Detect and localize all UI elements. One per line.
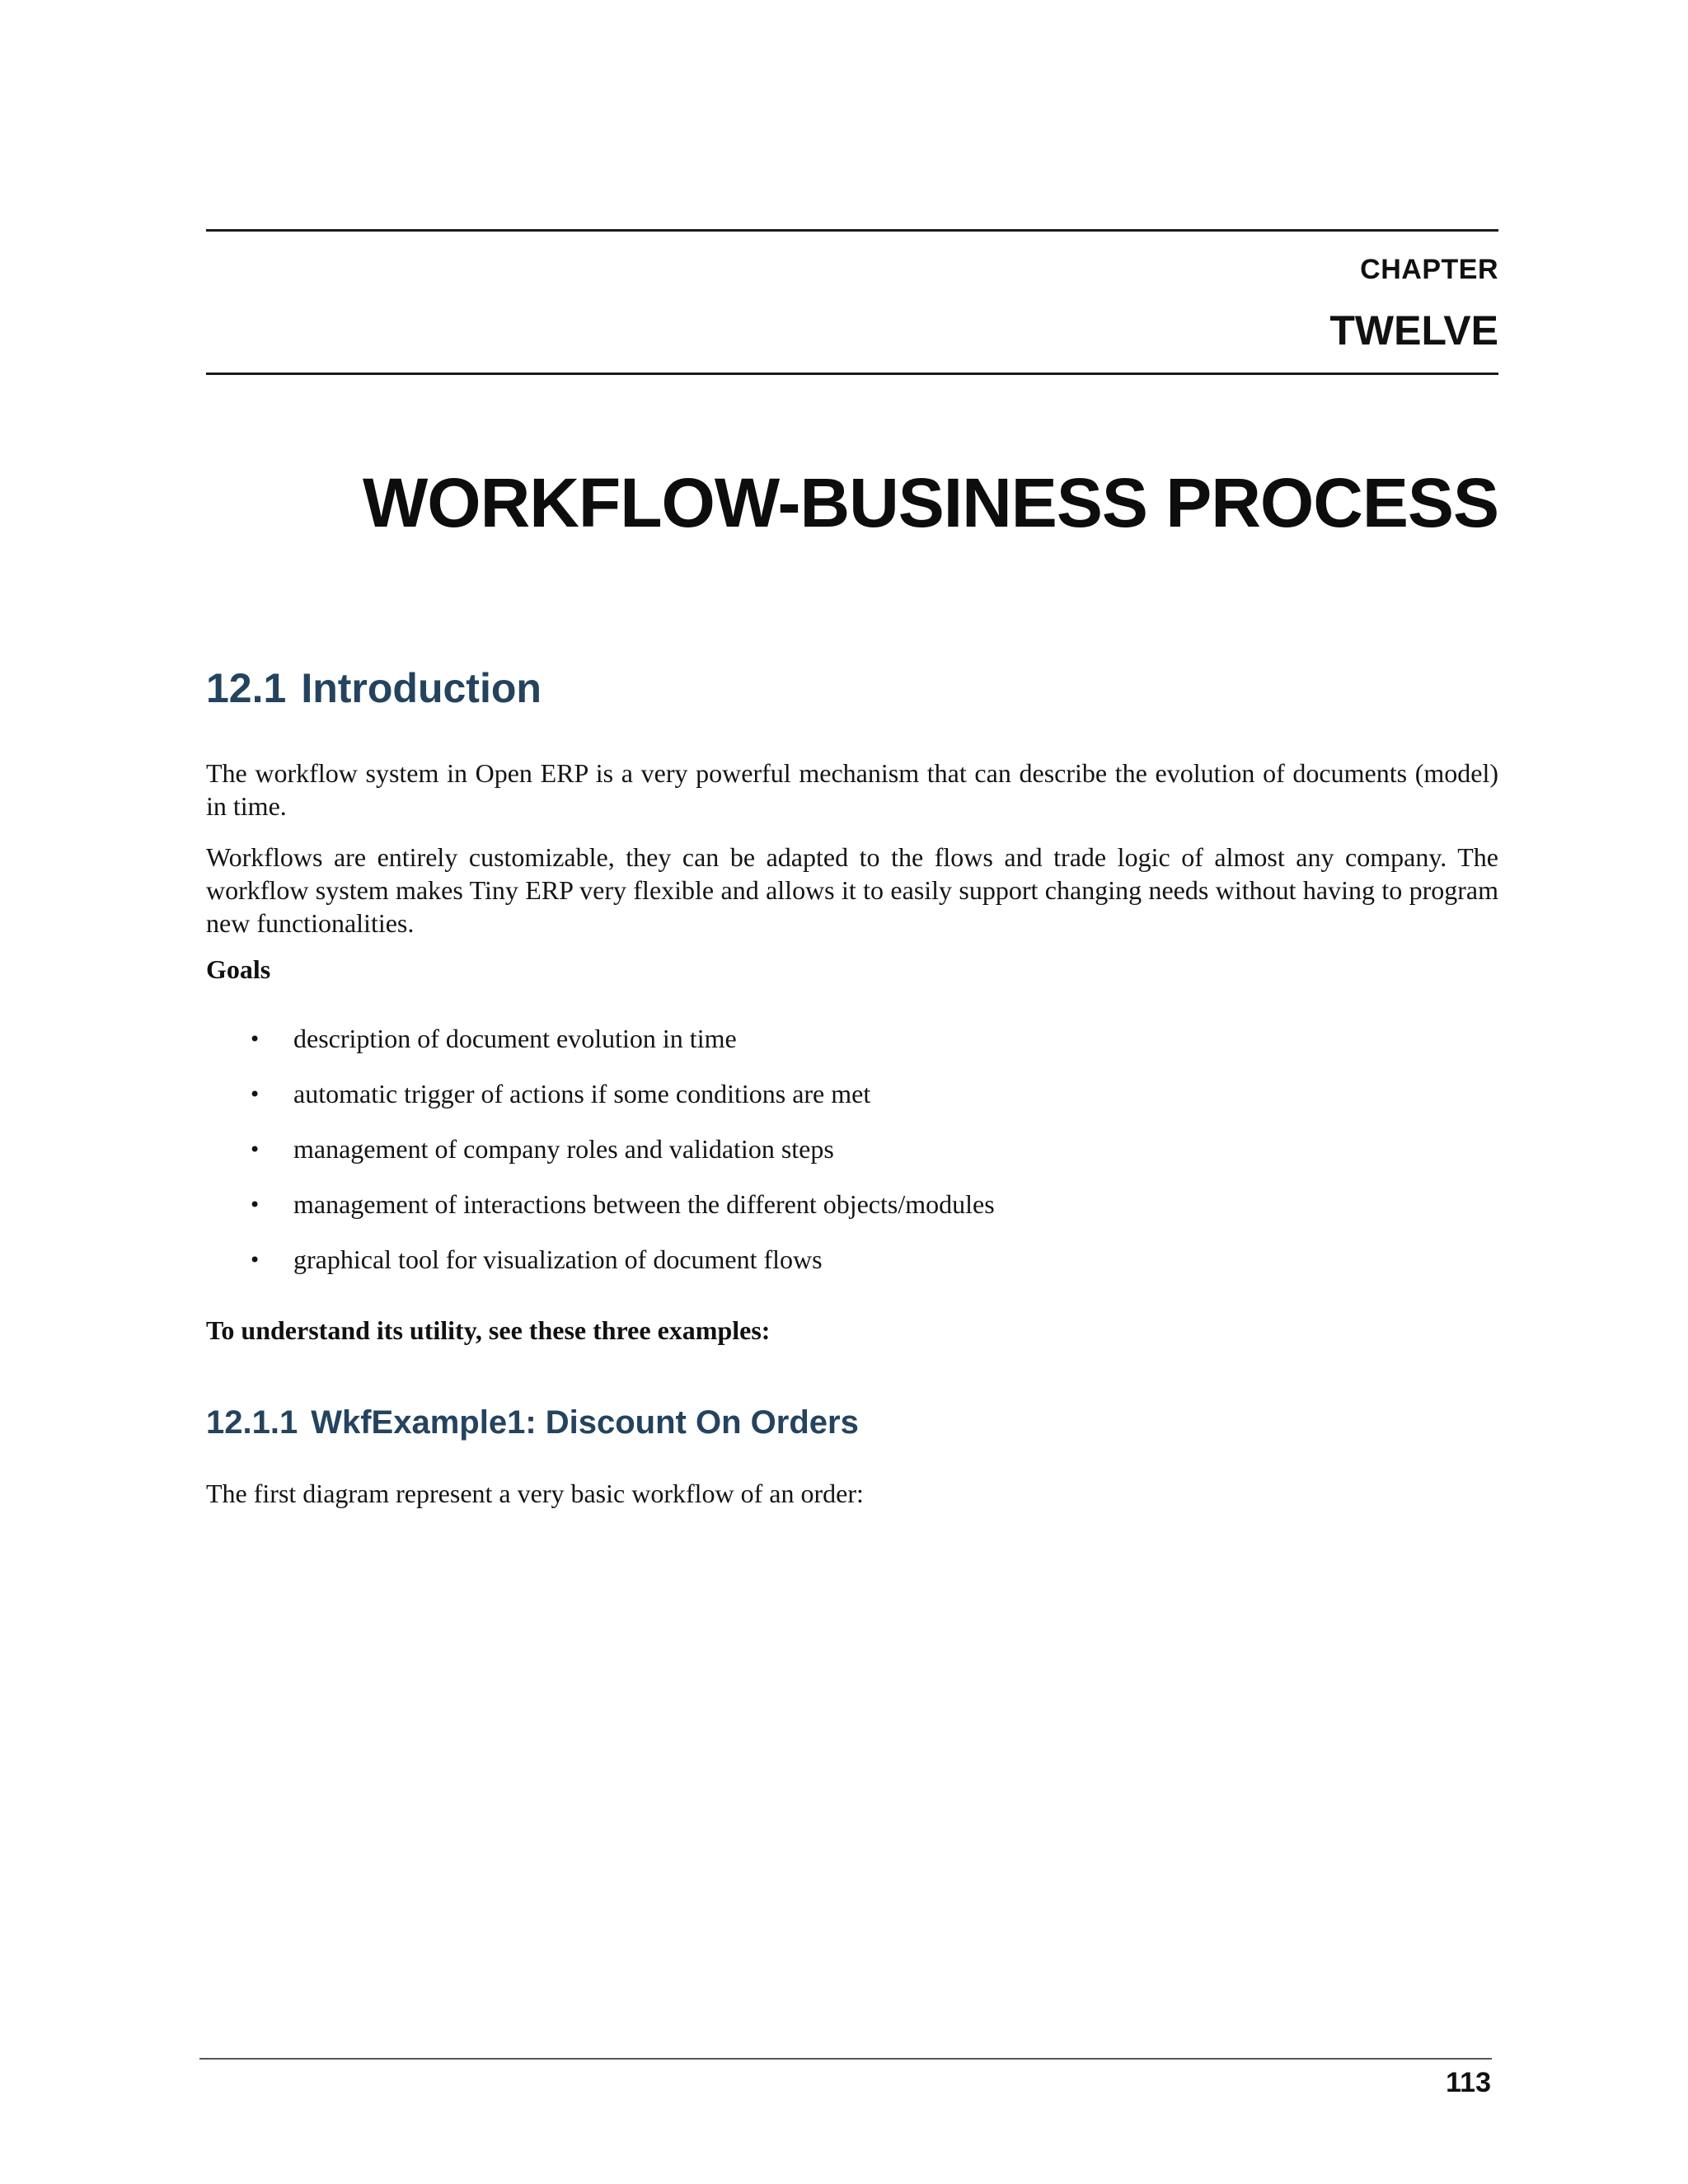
chapter-top-rule [206, 229, 1498, 232]
section-number: 12.1 [206, 665, 287, 711]
chapter-number: TWELVE [1329, 307, 1498, 354]
goal-text: graphical tool for visualization of document flows [293, 1244, 823, 1274]
subsection-number: 12.1.1 [206, 1404, 298, 1441]
list-item [206, 1132, 995, 1188]
list-item [206, 1243, 995, 1298]
examples-label: To understand its utility, see these three examples: [206, 1315, 771, 1345]
goal-text: management of interactions between the different objects/modules [293, 1189, 995, 1219]
goal-text: automatic trigger of actions if some conditions are met [293, 1079, 871, 1108]
chapter-title: WORKFLOW-BUSINESS PROCESS [362, 464, 1498, 541]
intro-paragraph-1: The workflow system in Open ERP is a very powerful mechanism that can describe the evolution of documents (model) in time. [206, 758, 1498, 821]
page-number: 113 [1446, 2067, 1491, 2098]
intro-paragraph-2: Workflows are entirely customizable, they can be adapted to the flows and trade logic of almost any company. The workflow system makes Tiny ERP very flexible and allows it to easily support changing needs without having to program new functionalities. [206, 842, 1498, 938]
goals-list [206, 1022, 995, 1298]
subsection-heading [206, 1404, 859, 1441]
bullet-icon: • [249, 1249, 261, 1272]
list-item [206, 1022, 995, 1077]
chapter-bottom-rule [206, 373, 1498, 375]
list-item [206, 1188, 995, 1243]
section-heading [206, 664, 542, 712]
footer-rule [199, 2058, 1492, 2060]
bullet-icon: • [249, 1028, 261, 1051]
subsection-title: WkfExample1: Discount On Orders [311, 1404, 859, 1441]
subsection-paragraph: The first diagram represent a very basic workflow of an order: [206, 1479, 864, 1508]
goals-label: Goals [206, 954, 271, 984]
goal-text: description of document evolution in time [293, 1024, 737, 1053]
bullet-icon: • [249, 1193, 261, 1216]
goal-text: management of company roles and validation steps [293, 1134, 834, 1164]
bullet-icon: • [249, 1083, 261, 1106]
chapter-label: CHAPTER [1360, 254, 1498, 285]
list-item [206, 1077, 995, 1132]
section-title: Introduction [301, 665, 542, 711]
bullet-icon: • [249, 1138, 261, 1161]
